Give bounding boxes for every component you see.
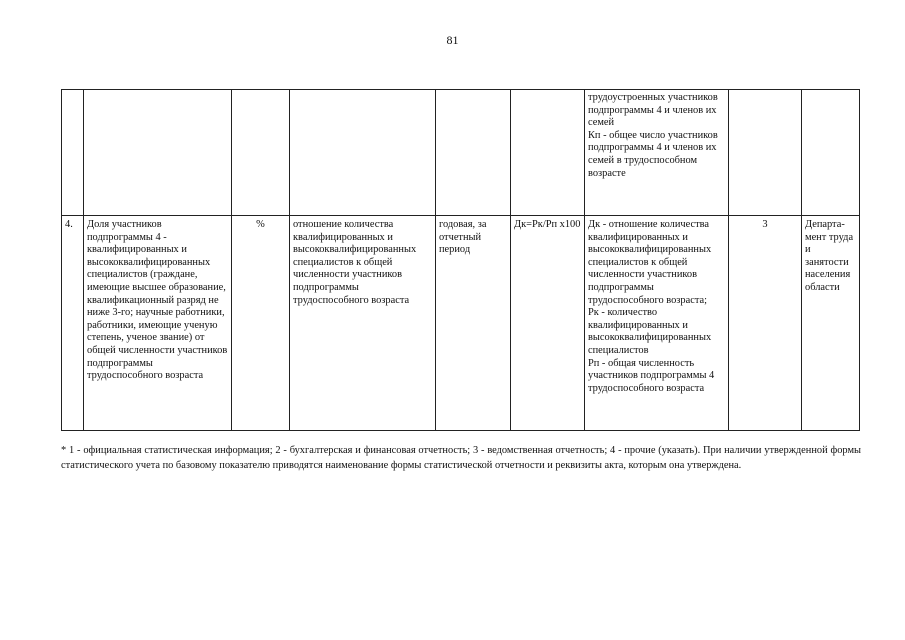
page-number: 81 <box>446 33 459 47</box>
table-row-continued <box>62 90 860 216</box>
cell-indicator: Доля участников подпрограммы 4 - квалифицированных и высококвалифицированных специалистов (граждане, имеющие высшее образование, квалификационный разряд не ниже 3-го; научные работники, работники, имеющие ученую степень, ученое звание) от общей численности участников подпрограммы трудоспособного возраста <box>84 216 232 431</box>
cell-variables: Дк - отношение количества квалифицированных и высококвалифицированных специалистов к общей численности участников подпрограммы трудоспособного возраста; Рк - количество квалифицированных и высококвалифицированных специалистов Рп - общая численность участников подпрограммы 4 трудоспособного возраста <box>585 216 729 431</box>
cell-source-code <box>729 90 802 216</box>
cell-definition <box>290 90 436 216</box>
cell-unit <box>232 90 290 216</box>
cell-definition: отношение количества квалифицированных и высококвалифицированных специалистов к общей численности участников подпрограммы трудоспособного возраста <box>290 216 436 431</box>
cell-formula <box>511 90 585 216</box>
cell-indicator <box>84 90 232 216</box>
footnote: * 1 - официальная статистическая информация; 2 - бухгалтерская и финансовая отчетность; 3 - ведомственная отчетность; 4 - прочие (указать). При наличии утвержденной формы статистического учета по базовому показателю приводятся наименование формы статистической отчетности и реквизиты акта, которым она утверждена. <box>61 445 861 471</box>
indicators-table <box>61 89 860 431</box>
table-row <box>62 216 860 431</box>
cell-number <box>62 90 84 216</box>
cell-responsible <box>802 90 860 216</box>
cell-variables: трудоустроенных участников подпрограммы 4 и членов их семей Кп - общее число участников подпрограммы 4 и членов их семей в трудоспособном возрасте <box>585 90 729 216</box>
cell-periodicity: годовая, за отчетный период <box>436 216 511 431</box>
cell-number: 4. <box>62 216 84 431</box>
cell-source-code: 3 <box>729 216 802 431</box>
cell-formula: Дк=Рк/Рп х100 <box>511 216 585 431</box>
cell-unit: % <box>232 216 290 431</box>
cell-periodicity <box>436 90 511 216</box>
cell-responsible: Департа-мент труда и занятости населения области <box>802 216 860 431</box>
